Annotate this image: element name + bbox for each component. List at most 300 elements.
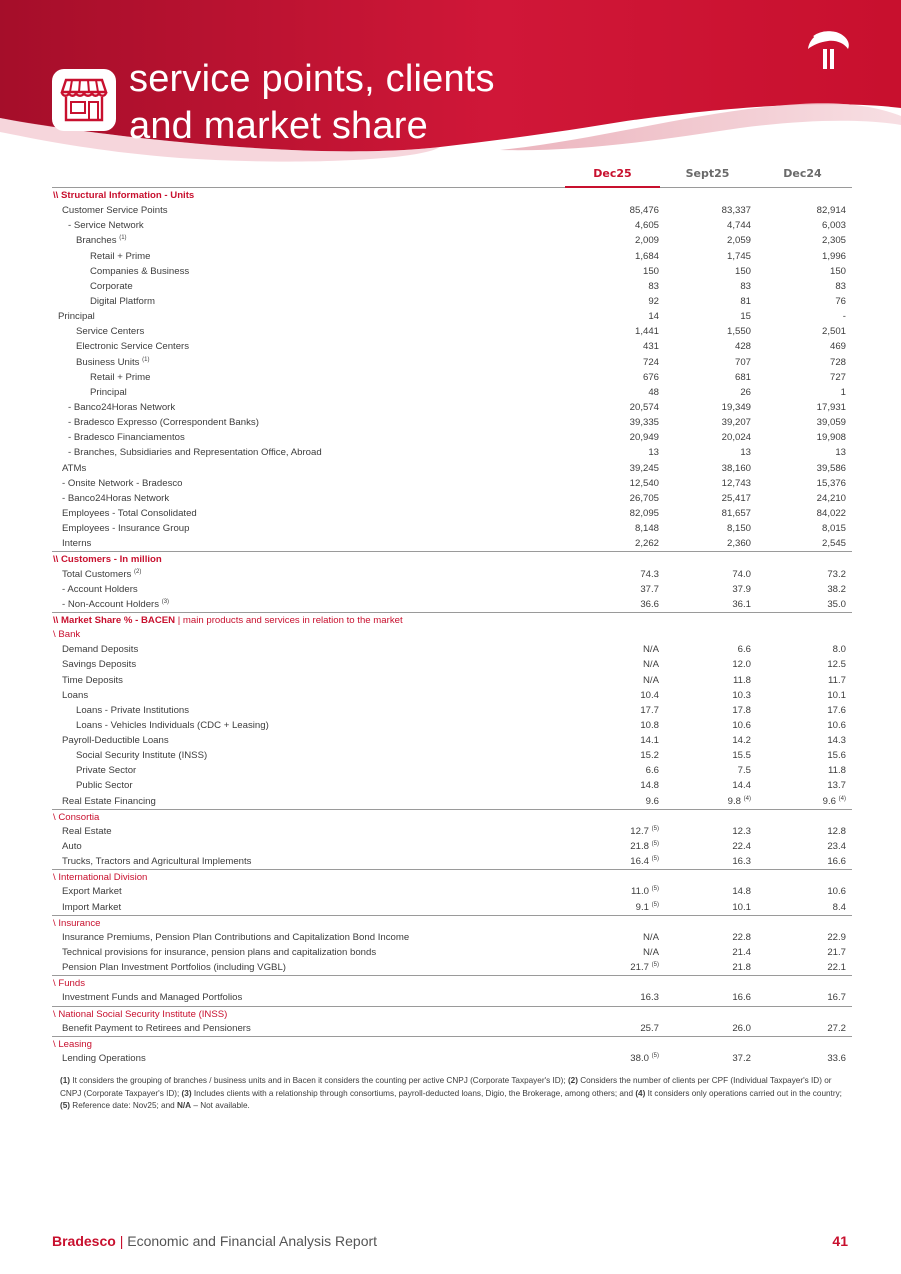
cell-dec24: [756, 688, 846, 703]
table-row: [52, 309, 852, 324]
cell-value: 74.0: [732, 568, 751, 580]
cell-value: 2,262: [634, 538, 659, 550]
cell-value: 2,360: [726, 538, 751, 550]
cell-sept25: [661, 900, 751, 915]
table-row: [52, 430, 852, 445]
row-label-text: Technical provisions for insurance, pension plans and capitalization bonds: [62, 947, 377, 959]
row-label: [62, 461, 86, 476]
row-label-text: Insurance Premiums, Pension Plan Contributions and Capitalization Bond Income: [62, 931, 410, 943]
cell-dec24: [756, 324, 846, 339]
cell-dec25: [569, 657, 659, 672]
cell-dec25: [569, 763, 659, 778]
cell-sept25: [661, 673, 751, 688]
cell-value: 17,931: [816, 401, 846, 413]
row-label: [62, 900, 121, 915]
footnote-ref: (5): [651, 825, 659, 832]
footnote-ref: (1): [119, 235, 127, 242]
row-label-text: - Service Network: [68, 220, 144, 232]
cell-dec25: [569, 733, 659, 748]
cell-sept25: [661, 1051, 751, 1066]
cell-value: 35.0: [827, 598, 846, 610]
cell-value: 8,148: [634, 523, 659, 535]
cell-sept25: [661, 279, 751, 294]
row-label: [53, 916, 100, 931]
cell-value: 13: [740, 447, 751, 459]
footnote-ref: (5): [651, 901, 659, 908]
cell-value: 11.8: [733, 674, 751, 686]
cell-value: 17.7: [640, 704, 659, 716]
row-label-text: \ Insurance: [53, 917, 101, 929]
cell-dec24: [756, 945, 846, 960]
cell-value: 83: [740, 280, 751, 292]
cell-sept25: [661, 400, 751, 415]
cell-value: 20,574: [629, 401, 659, 413]
row-label-text: \ Funds: [53, 978, 85, 990]
cell-value: 25.7: [640, 1022, 659, 1034]
table-row: [52, 476, 852, 491]
table-row: [52, 673, 852, 688]
cell-value: 12,540: [629, 477, 659, 489]
row-label-text: - Banco24Horas Network: [68, 401, 176, 413]
cell-value: 36.1: [732, 598, 751, 610]
cell-sept25: [661, 249, 751, 264]
cell-dec25: [569, 536, 659, 551]
cell-dec25: [569, 824, 659, 839]
cell-dec24: [756, 703, 846, 718]
cell-dec25: [569, 1021, 659, 1036]
cell-sept25: [661, 233, 751, 248]
cell-value: 728: [829, 356, 846, 368]
cell-sept25: [661, 642, 751, 657]
cell-dec25: [569, 945, 659, 960]
row-label: [68, 218, 144, 233]
cell-dec24: [756, 521, 846, 536]
cell-value: 15,376: [816, 477, 846, 489]
cell-value: N/A: [643, 659, 659, 671]
cell-value: 81,657: [721, 507, 751, 519]
cell-value: 6.6: [737, 644, 751, 656]
table-row: [52, 884, 852, 899]
row-label: [90, 279, 133, 294]
cell-value: 13.7: [827, 780, 846, 792]
page-title-line2: and market share: [129, 105, 428, 147]
row-label-text: Payroll-Deductible Loans: [62, 735, 169, 747]
cell-dec25: [569, 597, 659, 612]
row-label: [62, 642, 138, 657]
cell-sept25: [661, 370, 751, 385]
cell-sept25: [661, 203, 751, 218]
cell-dec24: [756, 536, 846, 551]
row-label: [68, 415, 259, 430]
cell-sept25: [661, 491, 751, 506]
cell-dec24: [756, 597, 846, 612]
table-row: [52, 657, 852, 672]
cell-sept25: [661, 960, 751, 975]
column-header-dec25: Dec25: [593, 167, 632, 180]
cell-dec25: [569, 218, 659, 233]
cell-dec24: [756, 657, 846, 672]
cell-value: 76: [835, 295, 846, 307]
cell-dec25: [569, 430, 659, 445]
row-label: [62, 990, 242, 1005]
row-label: [68, 445, 322, 460]
cell-value: 2,501: [821, 326, 846, 338]
cell-dec24: [756, 930, 846, 945]
row-label: [76, 718, 269, 733]
table-row: [52, 294, 852, 309]
footnote-ref: (5): [651, 841, 659, 848]
cell-dec25: [569, 839, 659, 854]
cell-dec24: [756, 430, 846, 445]
table-row: [52, 688, 852, 703]
table-row: [52, 491, 852, 506]
cell-value: 22.9: [827, 931, 846, 943]
cell-value: 6.6: [645, 765, 659, 777]
cell-sept25: [661, 415, 751, 430]
footnote-ref: (1): [142, 356, 150, 363]
cell-sept25: [661, 385, 751, 400]
cell-dec24: [756, 582, 846, 597]
cell-value: 15.6: [827, 750, 846, 762]
cell-value: 727: [829, 371, 846, 383]
cell-dec24: [756, 506, 846, 521]
cell-value: 9.8: [727, 795, 741, 807]
cell-dec25: [569, 294, 659, 309]
row-label: [76, 763, 136, 778]
cell-dec24: [756, 294, 846, 309]
row-label: [62, 203, 168, 218]
cell-value: 9.6: [645, 795, 659, 807]
cell-value: 2,059: [726, 235, 751, 247]
cell-value: 1: [840, 386, 846, 398]
table-row: [52, 748, 852, 763]
table-row: [52, 794, 852, 809]
page-number: 41: [832, 1233, 848, 1249]
cell-value: N/A: [643, 947, 659, 959]
cell-dec25: [569, 642, 659, 657]
row-label: [62, 582, 138, 597]
table-row: [52, 249, 852, 264]
footnote-ref: (2): [133, 568, 142, 575]
cell-value: 36.6: [640, 598, 659, 610]
footnote-marker: (5): [60, 1101, 71, 1111]
cell-value: 26: [740, 386, 751, 398]
cell-value: 681: [734, 371, 751, 383]
row-label: [53, 1037, 92, 1052]
cell-dec25: [569, 233, 659, 248]
row-label-text: \ International Division: [53, 872, 148, 884]
footnote-marker: N/A: [176, 1101, 192, 1111]
row-label-text: Digital Platform: [90, 295, 156, 307]
cell-value: 10.6: [827, 719, 846, 731]
cell-value: 84,022: [816, 507, 846, 519]
cell-value: 25,417: [721, 492, 751, 504]
row-label: [53, 613, 403, 628]
footnote-text: – Not available.: [191, 1101, 250, 1111]
cell-dec24: [756, 233, 846, 248]
cell-dec24: [756, 854, 846, 869]
cell-dec24: [756, 279, 846, 294]
row-label: [53, 188, 194, 203]
cell-dec25: [569, 1051, 659, 1066]
row-label-text: Benefit Payment to Retirees and Pensioners: [62, 1022, 251, 1034]
row-label-text: \ Bank: [53, 629, 81, 641]
row-label-text: - Branches, Subsidiaries and Representation Office, Abroad: [68, 447, 322, 459]
row-label-text: Employees - Insurance Group: [62, 523, 190, 535]
row-label: [62, 839, 82, 854]
table-row: [52, 718, 852, 733]
cell-value: 92: [648, 295, 659, 307]
row-label: [62, 1021, 251, 1036]
subsection-row: [52, 915, 852, 930]
cell-dec25: [569, 476, 659, 491]
cell-value: 428: [734, 341, 751, 353]
cell-value: 37.2: [732, 1053, 751, 1065]
cell-sept25: [661, 824, 751, 839]
cell-sept25: [661, 521, 751, 536]
table-row: [52, 279, 852, 294]
cell-dec24: [756, 385, 846, 400]
footer-brand: Bradesco: [52, 1233, 116, 1249]
cell-sept25: [661, 945, 751, 960]
row-label-text: \ National Social Security Institute (INSS): [53, 1008, 228, 1020]
footnote-ref: (3): [161, 598, 170, 605]
cell-sept25: [661, 854, 751, 869]
cell-value: 20,024: [721, 432, 751, 444]
row-label-text: Savings Deposits: [62, 659, 137, 671]
row-label-text: Trucks, Tractors and Agricultural Implements: [62, 856, 252, 868]
cell-dec25: [569, 854, 659, 869]
cell-value: 21.8: [630, 841, 649, 853]
row-label-text: Business Units: [76, 356, 140, 368]
cell-value: 38.0: [630, 1053, 649, 1065]
cell-value: 12.3: [732, 825, 751, 837]
row-label-text: Corporate: [90, 280, 133, 292]
row-label: [62, 794, 156, 809]
cell-value: 150: [642, 265, 659, 277]
row-label: [62, 930, 409, 945]
row-label: [62, 884, 122, 899]
cell-value: 17.8: [732, 704, 751, 716]
table-row: [52, 1021, 852, 1036]
cell-sept25: [661, 339, 751, 354]
row-label: [53, 810, 99, 825]
cell-dec25: [569, 960, 659, 975]
cell-value: 9.6: [822, 795, 836, 807]
row-label: [76, 233, 127, 248]
cell-value: 48: [648, 386, 659, 398]
row-label-text: - Non-Account Holders: [62, 598, 160, 610]
cell-dec25: [569, 718, 659, 733]
table-row: [52, 521, 852, 536]
cell-value: 8.0: [832, 644, 846, 656]
cell-value: 16.4: [630, 856, 649, 868]
cell-value: 21.4: [732, 947, 751, 959]
cell-value: 16.6: [827, 856, 846, 868]
cell-dec24: [756, 445, 846, 460]
row-label: [76, 324, 144, 339]
row-label-text: Employees - Total Consolidated: [62, 507, 197, 519]
cell-sept25: [661, 430, 751, 445]
cell-value: 10.8: [640, 719, 659, 731]
row-label: [62, 824, 112, 839]
cell-value: 83: [835, 280, 846, 292]
cell-dec24: [756, 461, 846, 476]
cell-value: 14.8: [732, 886, 751, 898]
cell-value: 150: [829, 265, 846, 277]
cell-sept25: [661, 476, 751, 491]
cell-value: 83,337: [721, 205, 751, 217]
row-label: [62, 657, 136, 672]
row-label-text: Private Sector: [76, 765, 137, 777]
subsection-row: [52, 627, 852, 642]
footnote-text: It considers the grouping of branches / business units and in Bacen it considers the counting per active CNPJ (Corporate Taxpayer's ID);: [70, 1076, 568, 1085]
row-label-text: Demand Deposits: [62, 644, 139, 656]
row-label: [62, 688, 88, 703]
footnote-ref: (5): [651, 1053, 659, 1060]
subsection-row: [52, 975, 852, 990]
row-label-text: Service Centers: [76, 326, 145, 338]
table-row: [52, 203, 852, 218]
section-row: [52, 612, 852, 627]
row-label: [76, 778, 133, 793]
table-row: [52, 536, 852, 551]
cell-value: 82,095: [629, 507, 659, 519]
row-label-text: Real Estate Financing: [62, 795, 156, 807]
cell-value: 8.4: [832, 901, 846, 913]
footnote-marker: (2): [567, 1076, 578, 1085]
row-label: [53, 976, 85, 991]
cell-value: 7.5: [737, 765, 751, 777]
cell-dec24: [756, 839, 846, 854]
row-label: [62, 476, 183, 491]
cell-sept25: [661, 294, 751, 309]
cell-value: 1,550: [726, 326, 751, 338]
row-label-text: \ Consortia: [53, 811, 100, 823]
row-label: [62, 597, 169, 612]
cell-value: 14.3: [827, 735, 846, 747]
cell-value: 38,160: [721, 462, 751, 474]
cell-dec25: [569, 264, 659, 279]
table-row: [52, 506, 852, 521]
footnote-marker: (3): [181, 1088, 192, 1098]
cell-dec25: [569, 400, 659, 415]
cell-dec25: [569, 582, 659, 597]
table-row: [52, 445, 852, 460]
row-label-text: Investment Funds and Managed Portfolios: [62, 992, 243, 1004]
cell-value: 22.8: [732, 931, 751, 943]
row-label: [62, 1051, 146, 1066]
cell-sept25: [661, 567, 751, 582]
row-label-text: \\ Customers - In million: [53, 554, 162, 566]
cell-value: 39,245: [629, 462, 659, 474]
cell-value: 14.2: [732, 735, 751, 747]
cell-value: N/A: [643, 674, 659, 686]
cell-sept25: [661, 884, 751, 899]
cell-sept25: [661, 536, 751, 551]
table-row: [52, 218, 852, 233]
table-header: [52, 164, 852, 188]
row-label-text: Lending Operations: [62, 1053, 146, 1065]
cell-dec24: [756, 642, 846, 657]
page-title-line1: service points, clients: [129, 58, 495, 100]
row-label-text: ATMs: [62, 462, 87, 474]
cell-value: 73.2: [827, 568, 846, 580]
cell-dec25: [569, 884, 659, 899]
cell-value: 21.8: [732, 962, 751, 974]
cell-sept25: [661, 324, 751, 339]
cell-sept25: [661, 264, 751, 279]
table-row: [52, 763, 852, 778]
cell-value: 22.1: [827, 962, 846, 974]
cell-dec25: [569, 309, 659, 324]
cell-sept25: [661, 582, 751, 597]
cell-sept25: [661, 597, 751, 612]
cell-value: 17.6: [827, 704, 846, 716]
table-row: [52, 355, 852, 370]
table-row: [52, 778, 852, 793]
cell-value: 27.2: [827, 1022, 846, 1034]
cell-value: 150: [734, 265, 751, 277]
footer-report-title: Economic and Financial Analysis Report: [127, 1233, 378, 1249]
row-label-text: Auto: [62, 841, 82, 853]
subsection-row: [52, 809, 852, 824]
cell-sept25: [661, 218, 751, 233]
row-label: [68, 430, 185, 445]
row-label: [62, 733, 169, 748]
cell-value: 2,545: [821, 538, 846, 550]
table-row: [52, 854, 852, 869]
row-label-text: \\ Market Share % - BACEN: [53, 614, 176, 626]
cell-dec24: [756, 218, 846, 233]
cell-value: 21.7: [827, 947, 846, 959]
cell-value: 1,684: [634, 250, 659, 262]
cell-dec24: [756, 339, 846, 354]
cell-sept25: [661, 688, 751, 703]
row-label-text: Retail + Prime: [90, 371, 151, 383]
row-label-text: Loans - Private Institutions: [76, 704, 190, 716]
row-label-text: Interns: [62, 538, 92, 550]
cell-value: 10.1: [827, 689, 846, 701]
cell-dec25: [569, 203, 659, 218]
row-label-text: \\ Structural Information - Units: [53, 190, 195, 201]
cell-dec24: [756, 476, 846, 491]
cell-value: 9.1: [635, 901, 649, 913]
cell-sept25: [661, 445, 751, 460]
cell-dec25: [569, 567, 659, 582]
row-label: [68, 400, 175, 415]
cell-dec25: [569, 688, 659, 703]
cell-value: 12.7: [630, 825, 649, 837]
cell-value: 85,476: [629, 205, 659, 217]
cell-sept25: [661, 718, 751, 733]
cell-dec24: [756, 990, 846, 1005]
row-label: [62, 673, 123, 688]
table-row: [52, 597, 852, 612]
cell-dec24: [756, 370, 846, 385]
cell-value: 1,996: [821, 250, 846, 262]
table-body: [52, 188, 852, 1066]
cell-value: 74.3: [640, 568, 659, 580]
row-label: [58, 309, 95, 324]
cell-dec24: [756, 824, 846, 839]
cell-value: 39,586: [816, 462, 846, 474]
row-label-text: Time Deposits: [62, 674, 123, 686]
row-label: [62, 491, 169, 506]
cell-value: 16.7: [827, 992, 846, 1004]
footnote-text: It considers only operations carried out in the country;: [645, 1088, 842, 1098]
cell-sept25: [661, 1021, 751, 1036]
